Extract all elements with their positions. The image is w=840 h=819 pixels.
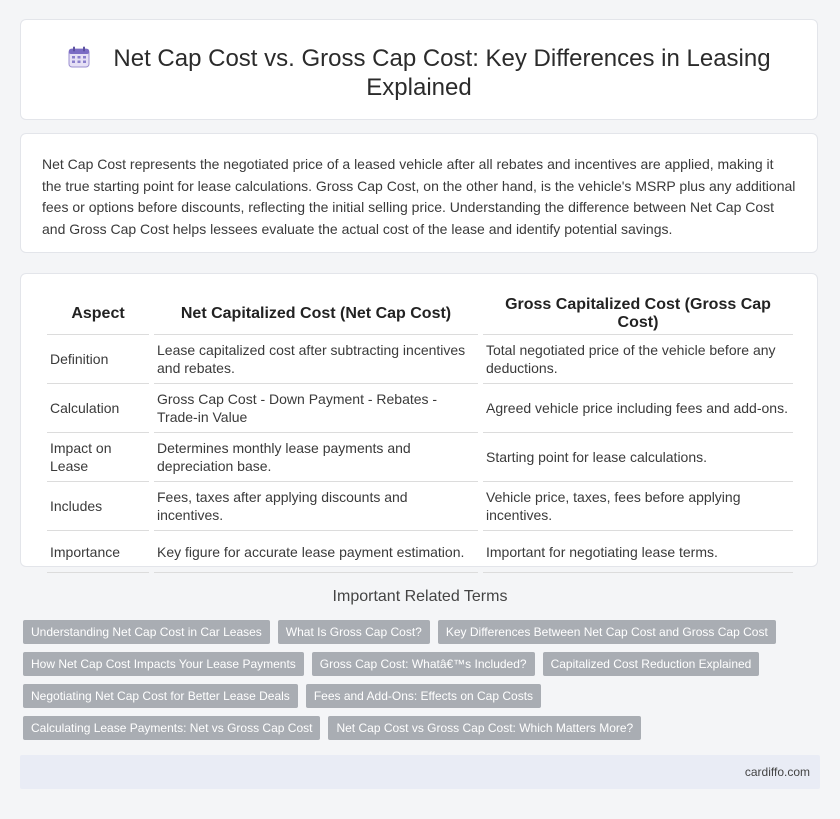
- title-line-1: Net Cap Cost vs. Gross Cap Cost: Key Differences in Leasing: [113, 45, 771, 72]
- row-gross: Vehicle price, taxes, fees before applying incentives.: [483, 482, 793, 531]
- row-gross: Agreed vehicle price including fees and add-ons.: [483, 384, 793, 433]
- row-gross: Starting point for lease calculations.: [483, 433, 793, 482]
- row-aspect: Calculation: [47, 384, 149, 433]
- table-row: [47, 433, 793, 482]
- row-gross: Important for negotiating lease terms.: [483, 531, 793, 573]
- table-row: [47, 384, 793, 433]
- related-term-link[interactable]: Calculating Lease Payments: Net vs Gross Cap Cost: [23, 716, 320, 740]
- row-net: Key figure for accurate lease payment estimation.: [154, 531, 478, 573]
- related-term-link[interactable]: Key Differences Between Net Cap Cost and Gross Cap Cost: [438, 620, 776, 644]
- related-terms-heading: Important Related Terms: [332, 588, 508, 605]
- row-aspect: Impact on Lease: [47, 433, 149, 482]
- title-card: [20, 19, 818, 120]
- comparison-table: [42, 296, 798, 573]
- intro-card: [20, 133, 818, 253]
- related-term-link[interactable]: Understanding Net Cap Cost in Car Leases: [23, 620, 270, 644]
- comparison-card: [20, 273, 818, 567]
- related-terms-list: [23, 620, 823, 748]
- footer-site-link[interactable]: cardiffo.com: [744, 765, 810, 779]
- related-term-link[interactable]: Capitalized Cost Reduction Explained: [543, 652, 760, 676]
- related-term-link[interactable]: Negotiating Net Cap Cost for Better Lease Deals: [23, 684, 298, 708]
- page-title: [21, 44, 817, 102]
- related-term-link[interactable]: Fees and Add-Ons: Effects on Cap Costs: [306, 684, 541, 708]
- table-row: [47, 482, 793, 531]
- header-gross-cap-cost: Gross Capitalized Cost (Gross Cap Cost): [483, 296, 793, 335]
- row-aspect: Includes: [47, 482, 149, 531]
- tag-row: [23, 620, 823, 644]
- row-net: Fees, taxes after applying discounts and incentives.: [154, 482, 478, 531]
- table-row: [47, 335, 793, 384]
- row-gross: Total negotiated price of the vehicle before any deductions.: [483, 335, 793, 384]
- tag-row: [23, 716, 823, 740]
- row-aspect: Definition: [47, 335, 149, 384]
- related-term-link[interactable]: What Is Gross Cap Cost?: [278, 620, 430, 644]
- footer: [20, 755, 820, 789]
- calendar-icon: [67, 45, 91, 69]
- related-term-link[interactable]: Gross Cap Cost: Whatâ€™s Included?: [312, 652, 535, 676]
- table-header-row: [47, 296, 793, 335]
- intro-paragraph: Net Cap Cost represents the negotiated price of a leased vehicle after all rebates and incentives are applied, making it the true starting point for lease calculations. Gross Cap Cost, on the other hand, is the vehicle's MSRP plus any additional fees or options before discounts, reflecting the initial selling price. Understanding the difference between Net Cap Cost and Gross Cap Cost helps lessees evaluate the actual cost of the lease and identify potential savings.: [42, 156, 796, 237]
- header-aspect: Aspect: [47, 296, 149, 335]
- row-aspect: Importance: [47, 531, 149, 573]
- row-net: Lease capitalized cost after subtracting incentives and rebates.: [154, 335, 478, 384]
- related-term-link[interactable]: Net Cap Cost vs Gross Cap Cost: Which Matters More?: [328, 716, 641, 740]
- header-net-cap-cost: Net Capitalized Cost (Net Cap Cost): [154, 296, 478, 335]
- row-net: Determines monthly lease payments and depreciation base.: [154, 433, 478, 482]
- tag-row: [23, 684, 823, 708]
- row-net: Gross Cap Cost - Down Payment - Rebates - Trade-in Value: [154, 384, 478, 433]
- related-term-link[interactable]: How Net Cap Cost Impacts Your Lease Payments: [23, 652, 304, 676]
- tag-row: [23, 652, 823, 676]
- title-line-2: Explained: [366, 74, 472, 101]
- table-row: [47, 531, 793, 573]
